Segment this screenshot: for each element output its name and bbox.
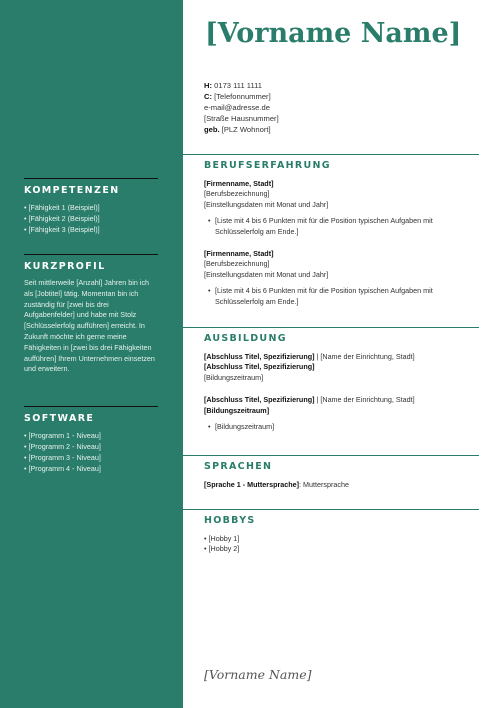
phone-label: H: xyxy=(204,81,213,90)
job-entry xyxy=(204,249,479,307)
job-bullet: • [Liste mit 4 bis 6 Punkten mit für die Position typischen Aufgaben mit Schlüsselerfolg am Ende.] xyxy=(208,216,479,237)
phone2-label: C: xyxy=(204,92,213,101)
software-list xyxy=(24,430,158,474)
list-item: • [Programm 3 - Niveau] xyxy=(24,452,158,463)
list-item: • [Programm 4 - Niveau] xyxy=(24,463,158,474)
birth-line xyxy=(204,124,279,135)
berufserfahrung-section xyxy=(183,154,479,307)
phone2-line xyxy=(204,91,279,102)
divider xyxy=(183,154,479,155)
company: [Firmenname, Stadt] xyxy=(204,249,274,259)
contact-block xyxy=(204,80,279,135)
list-item: • [Fähigkeit 1 (Beispiel)] xyxy=(24,202,158,213)
dates: [Einstellungsdaten mit Monat und Jahr] xyxy=(204,269,329,279)
sprachen-section xyxy=(183,455,479,490)
education-entry xyxy=(204,395,479,432)
sidebar xyxy=(0,0,183,708)
kompetenzen-list xyxy=(24,202,158,235)
degree: [Abschluss Titel, Spezifizierung] xyxy=(204,395,315,405)
page-title: [Vorname Name] xyxy=(205,18,462,49)
language-entry xyxy=(204,480,479,490)
list-item: • [Fähigkeit 2 (Beispiel)] xyxy=(24,213,158,224)
ausbildung-title: AUSBILDUNG xyxy=(204,333,287,344)
birth-value: [PLZ Wohnort] xyxy=(221,125,271,134)
hobbys-title: HOBBYS xyxy=(204,515,256,526)
company: [Firmenname, Stadt] xyxy=(204,179,274,188)
divider xyxy=(183,455,479,456)
institution: [Name der Einrichtung, Stadt] xyxy=(320,352,415,361)
birth-label: geb. xyxy=(204,125,220,134)
separator: | xyxy=(314,395,321,405)
software-section xyxy=(24,406,158,474)
berufserfahrung-title: BERUFSERFAHRUNG xyxy=(204,160,331,171)
separator: | xyxy=(314,352,321,361)
hobbys-section xyxy=(183,509,479,555)
degree-detail: [Bildungszeitraum] xyxy=(204,405,270,415)
list-item: • [Hobby 1] xyxy=(204,534,479,544)
role: [Berufsbezeichnung] xyxy=(204,259,270,269)
job-bullet: • [Liste mit 4 bis 6 Punkten mit für die Position typischen Aufgaben mit Schlüsselerfolg am Ende.] xyxy=(208,286,479,307)
ausbildung-section xyxy=(183,327,479,432)
divider xyxy=(24,406,158,407)
list-item: • [Programm 2 - Niveau] xyxy=(24,441,158,452)
email-value: e-mail@adresse.de xyxy=(204,103,270,112)
kompetenzen-title: KOMPETENZEN xyxy=(24,185,120,196)
job-entry xyxy=(204,179,479,237)
period: • [Bildungszeitraum] xyxy=(208,422,479,432)
signature: [Vorname Name] xyxy=(204,667,312,682)
institution: [Name der Einrichtung, Stadt] xyxy=(320,395,415,405)
degree: [Abschluss Titel, Spezifizierung] xyxy=(204,352,315,361)
kompetenzen-section xyxy=(24,178,158,235)
kurzprofil-text: Seit mittlerweile [Anzahl] Jahren bin ich als [Jobtitel] tätig. Momentan bin ich zuständig für [zwei bis drei Aufgabenfelder] und habe mit Stolz [Schlüsselerfolg aufführen] erreicht. In Zukunft möchte ich gerne meine Fähigkeiten in [zwei bis drei Fähigkeiten aufführen] Ihrem Unternehmen einsetzen und erweitern. xyxy=(24,278,155,374)
divider xyxy=(24,254,158,255)
degree-detail: [Abschluss Titel, Spezifizierung] xyxy=(204,362,315,372)
list-item: • [Fähigkeit 3 (Beispiel)] xyxy=(24,224,158,235)
list-item: • [Hobby 2] xyxy=(204,544,479,554)
divider xyxy=(183,327,479,328)
kurzprofil-title: KURZPROFIL xyxy=(24,261,106,272)
phone-line xyxy=(204,80,279,91)
phone-value: 0173 111 1111 xyxy=(214,81,262,90)
language-label: [Sprache 1 - Muttersprache] xyxy=(204,480,300,489)
hobbys-list xyxy=(204,534,479,555)
period: [Bildungszeitraum] xyxy=(204,372,264,382)
street-value: [Straße Hausnummer] xyxy=(204,114,279,123)
divider xyxy=(24,178,158,179)
phone2-value: [Telefonnummer] xyxy=(214,92,271,101)
role: [Berufsbezeichnung] xyxy=(204,189,270,199)
software-title: SOFTWARE xyxy=(24,413,95,424)
list-item: • [Programm 1 - Niveau] xyxy=(24,430,158,441)
education-entry xyxy=(204,352,479,383)
kurzprofil-section xyxy=(24,254,158,375)
sprachen-title: SPRACHEN xyxy=(204,461,273,472)
divider xyxy=(183,509,479,510)
dates: [Einstellungsdaten mit Monat und Jahr] xyxy=(204,199,329,209)
language-level: : Muttersprache xyxy=(299,480,349,489)
